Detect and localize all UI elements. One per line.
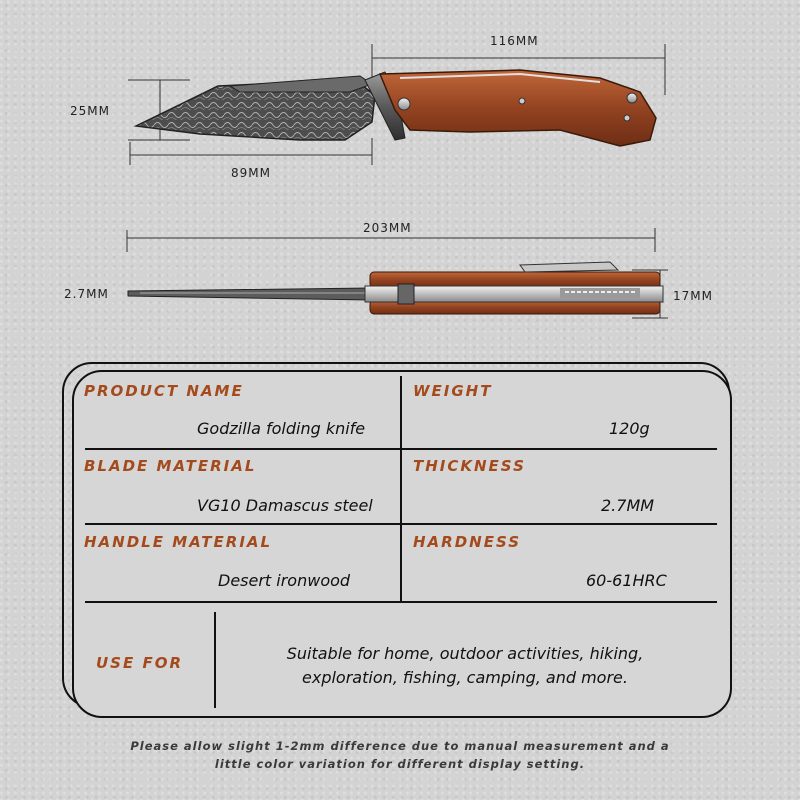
dim-line-89 xyxy=(130,138,372,165)
dim-label-25: 25MM xyxy=(70,104,110,118)
use-for-text xyxy=(230,642,700,690)
thickness-value: 2.7MM xyxy=(601,496,655,515)
handle-material-label: HANDLE MATERIAL xyxy=(84,533,273,551)
disclaimer xyxy=(60,737,740,773)
disclaimer-line-1: Please allow slight 1-2mm difference due to manual measurement and a xyxy=(130,739,670,753)
use-for-line-2: exploration, fishing, camping, and more. xyxy=(302,668,628,687)
weight-label: WEIGHT xyxy=(413,382,493,400)
hardness-value: 60-61HRC xyxy=(586,571,667,590)
blade-material-label: BLADE MATERIAL xyxy=(84,457,257,475)
knife-side-view xyxy=(136,70,656,146)
handle-material-value: Desert ironwood xyxy=(218,571,351,590)
dim-label-203: 203MM xyxy=(363,221,412,235)
use-for-label: USE FOR xyxy=(96,654,184,672)
use-for-divider xyxy=(214,612,216,708)
dim-label-17: 17MM xyxy=(673,289,713,303)
knife-top-view xyxy=(128,262,663,314)
blade-material-value: VG10 Damascus steel xyxy=(197,496,373,515)
knife-diagram xyxy=(0,0,800,360)
hardness-label: HARDNESS xyxy=(413,533,522,551)
column-divider xyxy=(400,376,402,601)
disclaimer-line-2: little color variation for different display setting. xyxy=(214,757,586,771)
thickness-label: THICKNESS xyxy=(413,457,526,475)
product-name-label: PRODUCT NAME xyxy=(84,382,244,400)
dim-label-116: 116MM xyxy=(490,34,539,48)
row-divider-3 xyxy=(85,601,717,603)
dim-label-89: 89MM xyxy=(231,166,271,180)
dim-label-thickness: 2.7MM xyxy=(64,287,109,301)
weight-value: 120g xyxy=(609,419,650,438)
use-for-line-1: Suitable for home, outdoor activities, hiking, xyxy=(286,644,644,663)
product-name-value: Godzilla folding knife xyxy=(197,419,366,438)
